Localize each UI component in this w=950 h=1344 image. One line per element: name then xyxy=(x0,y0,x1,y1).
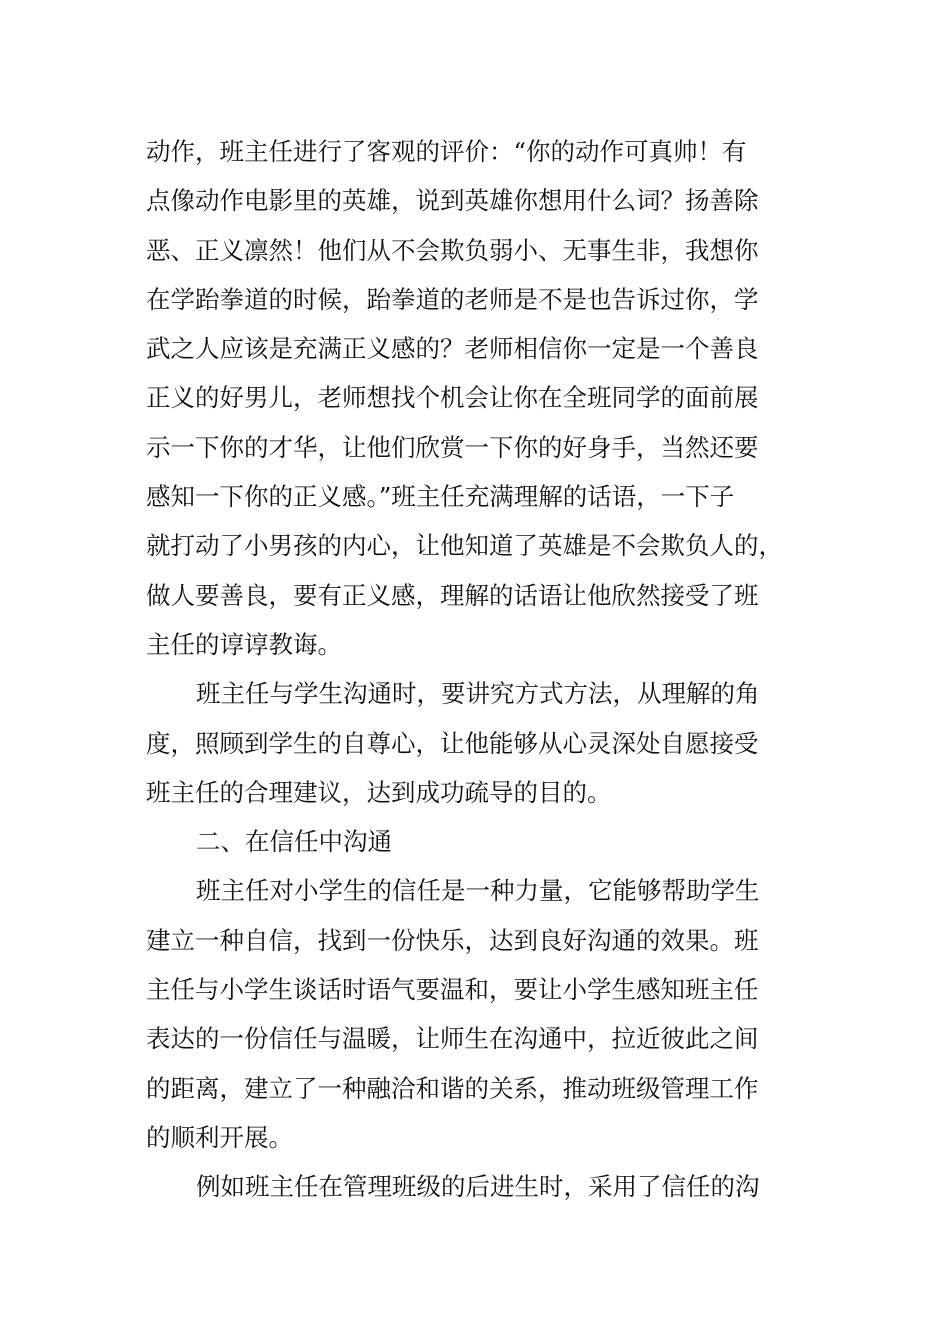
text-line: 做人要善良，要有正义感，理解的话语让他欣然接受了班 xyxy=(146,580,759,610)
paragraph-start-line: 例如班主任在管理班级的后进生时，采用了信任的沟 xyxy=(196,1172,760,1202)
text-line: 主任的谆谆教诲。 xyxy=(146,629,342,659)
text-line: 武之人应该是充满正义感的？老师相信你一定是一个善良 xyxy=(146,334,759,364)
paragraph-start-line: 班主任对小学生的信任是一种力量，它能够帮助学生 xyxy=(196,876,760,906)
text-line: 建立一种自信，找到一份快乐，达到良好沟通的效果。班 xyxy=(146,925,759,955)
text-line: 主任与小学生谈话时语气要温和，要让小学生感知班主任 xyxy=(146,975,759,1005)
text-line: 的顺利开展。 xyxy=(146,1122,293,1152)
text-line: 班主任的合理建议，达到成功疏导的目的。 xyxy=(146,777,612,807)
text-line: 点像动作电影里的英雄，说到英雄你想用什么词？扬善除 xyxy=(146,186,759,216)
text-line: 在学跆拳道的时候，跆拳道的老师是不是也告诉过你，学 xyxy=(146,284,759,314)
body-text xyxy=(146,127,806,1212)
text-line: 表达的一份信任与温暖，让师生在沟通中，拉近彼此之间 xyxy=(146,1024,759,1054)
text-line: 示一下你的才华，让他们欣赏一下你的好身手，当然还要 xyxy=(146,432,759,462)
text-line: 度，照顾到学生的自尊心，让他能够从心灵深处自愿接受 xyxy=(146,728,759,758)
text-line: 的距离，建立了一种融洽和谐的关系，推动班级管理工作 xyxy=(146,1073,759,1103)
section-heading: 二、在信任中沟通 xyxy=(196,827,392,857)
text-line: 动作，班主任进行了客观的评价：“你的动作可真帅！有 xyxy=(146,137,747,166)
text-line: 恶、正义凛然！他们从不会欺负弱小、无事生非，我想你 xyxy=(146,235,759,265)
text-line: 感知一下你的正义感。”班主任充满理解的话语，一下子 xyxy=(146,482,735,512)
text-line: 正义的好男儿，老师想找个机会让你在全班同学的面前展 xyxy=(146,383,759,413)
text-line: 就打动了小男孩的内心，让他知道了英雄是不会欺负人的， xyxy=(146,531,783,561)
paragraph-start-line: 班主任与学生沟通时，要讲究方式方法，从理解的角 xyxy=(196,679,760,709)
